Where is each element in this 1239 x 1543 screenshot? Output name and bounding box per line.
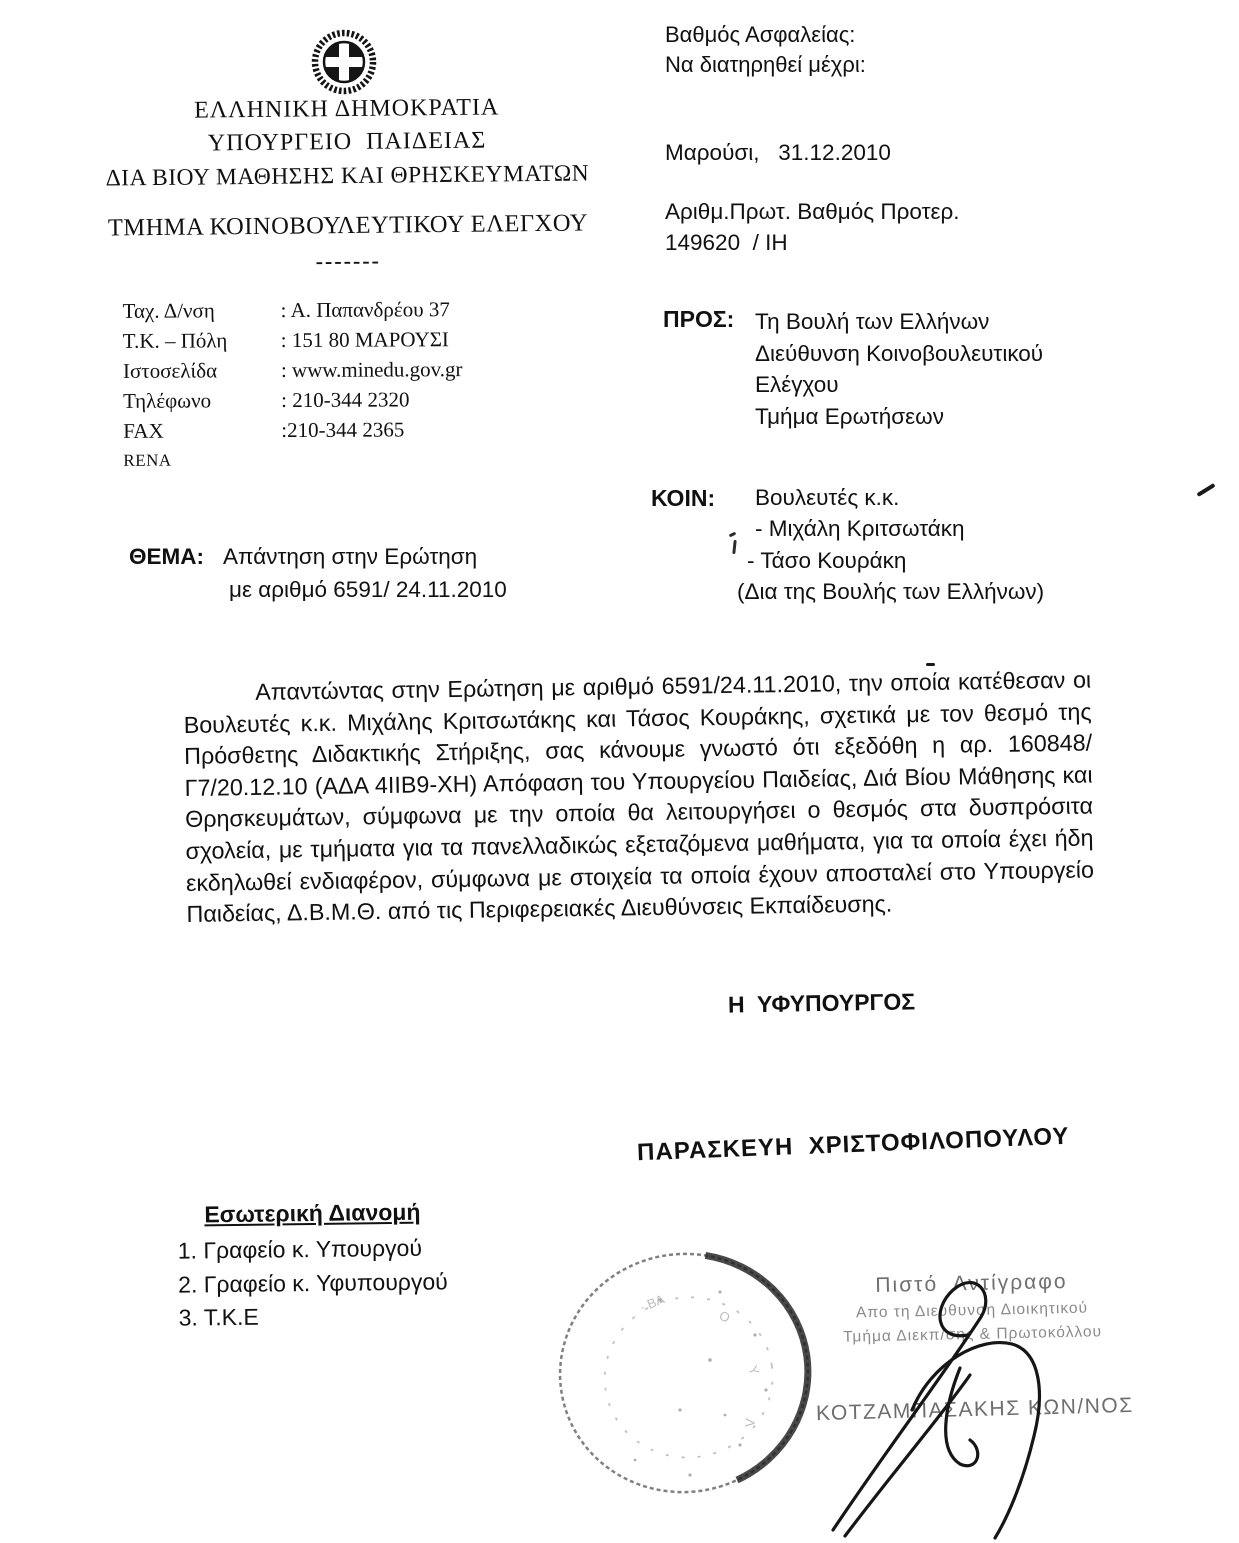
subject-text-line2: με αριθμό 6591/ 24.11.2010 [229,577,507,602]
contact-value: : 151 80 ΜΑΡΟΥΣΙ [280,327,449,353]
security-grade-label: Βαθμός Ασφαλείας: [665,22,856,47]
cc-line: Βουλευτές κ.κ. [755,485,900,510]
distribution-item: 2. Γραφείο κ. Υφυπουργού [178,1267,448,1298]
republic-title: ΕΛΛΗΝΙΚΗ ΔΗΜΟΚΡΑΤΙΑ [194,94,500,124]
svg-text:Λ: Λ [742,1417,758,1428]
svg-text:· ΒΛ: · ΒΛ [637,1291,667,1315]
scan-artifact-dash [926,663,935,666]
stamp-faint-letters [638,1291,763,1428]
contact-value: : Α. Παπανδρέου 37 [280,297,450,323]
contact-block [123,297,463,471]
contact-label: FAX [123,418,164,443]
protocol-block [665,196,960,258]
subject-text-line1: Απάντηση στην Ερώτηση [223,544,478,569]
svg-text:Ο: Ο [716,1307,733,1326]
distribution-item: 3. Τ.Κ.Ε [178,1303,259,1331]
to-line: Τη Βουλή των Ελλήνων [755,309,990,334]
certifier-name: ΚΟΤΖΑΜΠΑΣΑΚΗΣ ΚΩΝ/ΝΟΣ [815,1393,1134,1426]
cc-label: ΚΟΙΝ: [651,485,716,511]
to-line: Διεύθυνση Κοινοβουλευτικού [755,340,1044,366]
letter-body: Απαντώντας στην Ερώτηση με αριθμό 6591/24.11.2010, την οποία κατέθεσαν οι Βουλευτές κ.κ. Μιχάλης Κριτσωτάκης και Τάσος Κουράκης, σχετικά με τον θεσμό της Πρόσθετης Διδακτικής Στήριξης, σας κάνουμε γνωστό ότι εξεδόθη η αρ. 160848/Γ7/20.12.10 (ΑΔΑ 4ΙΙΒ9-ΧΗ) Απόφαση του Υπουργείου Παιδείας, Διά Βίου Μάθησης και Θρησκευμάτων, σύμφωνα με την οποία θα λειτουργήσει ο θεσμός στα δυσπρόσιτα σχολεία, με τμήματα για τα πανελλαδικώς εξεταζόμενα μαθήματα, για τα οποία έχει ήδη εκδηλωθεί ενδιαφέρον, σύμφωνα με στοιχεία τα οποία έχουν αποσταλεί στο Υπουργείο Παιδείας, Δ.Β.Μ.Θ. από τις Περιφερειακές Διευθύνσεις Εκπαίδευσης. [183,666,1095,928]
protocol-label: Αριθμ.Πρωτ. Βαθμός Προτερ. [665,199,960,224]
ministry-title-line1: ΥΠΟΥΡΓΕΙΟ ΠΑΙΔΕΙΑΣ [207,127,487,157]
official-round-stamp-and-signature [540,1240,1120,1543]
signer-name: ΠΑΡΑΣΚΕΥΗ ΧΡΙΣΤΟΦΙΛΟΠΟΥΛΟΥ [636,1122,1070,1167]
contact-value: :210-344 2365 [281,417,405,443]
distribution-title: Εσωτερική Διανομή [204,1198,421,1228]
contact-label: Ιστοσελίδα [122,358,218,383]
contact-label: Τ.Κ. – Πόλη [122,328,228,353]
round-stamp-icon [545,1240,824,1508]
protocol-number: 149620 / ΙΗ [665,230,788,255]
contact-footer-note: RENA [123,450,172,470]
to-label: ΠΡΟΣ: [663,306,735,332]
certified-copy-line: Πιστό Αντίγραφο [875,1269,1068,1298]
cc-line: (Δια της Βουλής των Ελλήνων) [737,579,1045,604]
subject-label: ΘΕΜΑ: [129,544,204,569]
security-block [665,20,866,80]
greek-national-emblem-icon [307,27,381,99]
contact-label: Τηλέφωνο [123,388,212,413]
contact-label: Ταχ. Δ/νση [122,298,215,323]
svg-text:Υ: Υ [745,1363,763,1378]
contact-row-address [123,297,463,329]
distribution-item: 1. Γραφείο κ. Υπουργού [177,1234,423,1264]
to-lines [755,306,1043,432]
scan-artifact-smudge [729,532,737,538]
header-divider: ------- [315,247,382,274]
certified-copy-line: Απο τη Διεύθυνση Διοικητικού [855,1299,1089,1322]
agency-header [94,93,601,276]
scan-artifact-smudge [732,540,736,554]
department-title: ΤΜΗΜΑ ΚΟΙΝΟΒΟΥΛΕΥΤΙΚΟΥ ΕΛΕΓΧΟΥ [107,209,589,242]
signer-title: Η ΥΦΥΠΟΥΡΓΟΣ [727,988,916,1018]
scan-artifact-tick [1196,483,1215,497]
handwritten-signature-icon [833,1283,1039,1538]
to-line: Ελέγχου [755,372,839,397]
cc-line: - Τάσο Κουράκη [747,548,907,573]
cc-line: - Μιχάλη Κριτσωτάκη [755,516,965,541]
contact-row-phone [123,387,463,419]
contact-value: : 210-344 2320 [281,387,410,413]
place-and-date: Μαρούσι, 31.12.2010 [665,140,891,165]
certified-copy-line: Τμήμα Διεκπ/σης & Πρωτοκόλλου [842,1323,1103,1346]
contact-row-postal [123,327,463,359]
contact-row-fax [123,417,463,449]
stamp-speckles [634,1290,768,1476]
retain-until-label: Να διατηρηθεί μέχρι: [665,52,866,77]
internal-distribution [177,1198,448,1335]
contact-value: : www.minedu.gov.gr [280,357,463,383]
contact-row-website [123,357,463,389]
to-line: Τμήμα Ερωτήσεων [755,403,944,429]
ministry-title-line2: ΔΙΑ ΒΙΟΥ ΜΑΘΗΣΗΣ ΚΑΙ ΘΡΗΣΚΕΥΜΑΤΩΝ [105,160,590,192]
